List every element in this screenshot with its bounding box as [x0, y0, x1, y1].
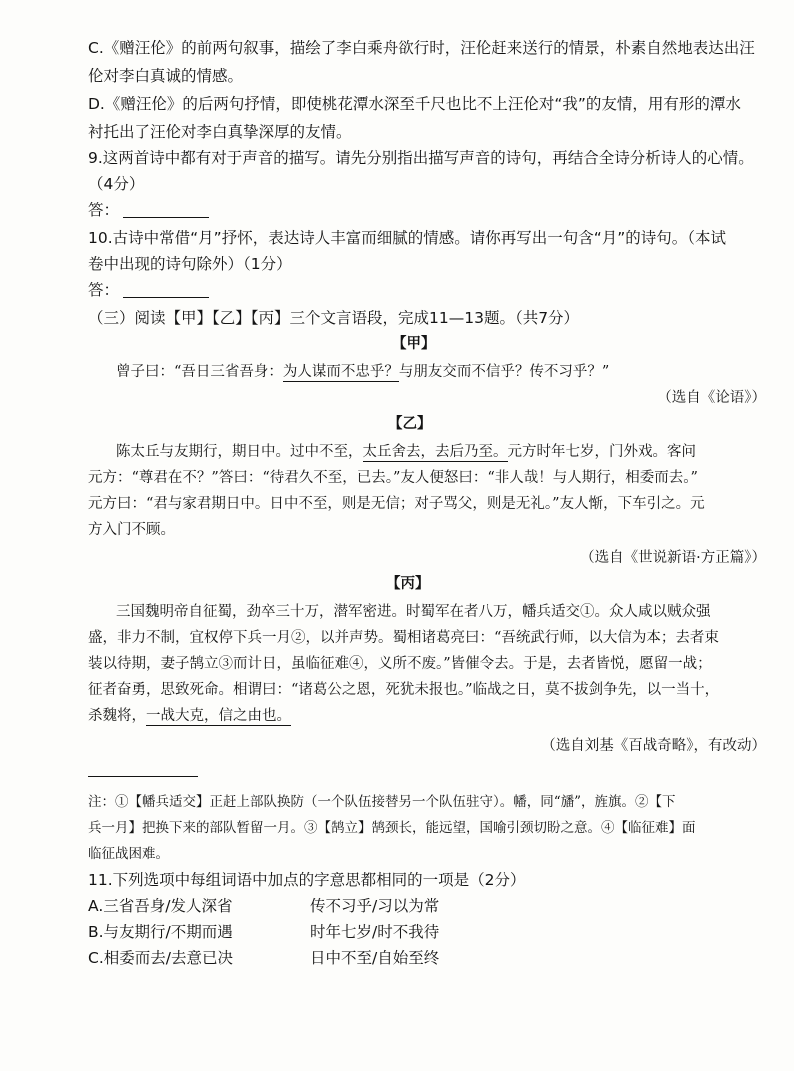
passage-yi-title: 【乙】 — [388, 415, 432, 432]
answer-blank[interactable] — [123, 204, 209, 218]
passage-bing-line-3: 装以待期，妻子鹄立③而计日，虽临征难④，义所不废。”皆催令去。于是，去者皆悦，愿留一战； — [88, 656, 712, 672]
option-c-right: 日中不至/自始至终 — [310, 949, 440, 967]
option-c-left[interactable]: C.相委而去/去意已决 — [88, 949, 233, 967]
answer-label: 答： — [88, 201, 120, 219]
passage-jia-source: （选自《论语》） — [657, 390, 766, 406]
underlined-sentence: 太丘舍去，去后乃至。 — [362, 444, 508, 460]
passage-jia-text: 曾子曰：“吾日三省吾身：为人谋而不忠乎？与朋友交而不信乎？传不习乎？” — [116, 364, 610, 380]
passage-bing-line-4: 征者奋勇，思致死命。相谓曰：“诸葛公之恩，死犹未报也。”临战之日，莫不拔剑争先，以一当十， — [88, 682, 720, 698]
question-10-line-1: 10.古诗中常借“月”抒怀，表达诗人丰富而细腻的情感。请你再写出一句含“月”的诗句。（本试 — [88, 229, 727, 247]
option-d-line-1: D.《赠汪伦》的后两句抒情，即使桃花潭水深至千尺也比不上汪伦对“我”的友情，用有形的潭水 — [88, 95, 741, 113]
footnote-line-1: 注：①【幡兵适交】正赶上部队换防（一个队伍接替另一个队伍驻守）。幡，同“旙”，旌旗。②【下 — [88, 794, 676, 810]
option-b-right: 时年七岁/时不我待 — [310, 923, 440, 941]
footnote-line-2: 兵一月】把换下来的部队暂留一月。③【鹄立】鹄颈长，能远望，国喻引颈切盼之意。④【临征难】面 — [88, 820, 696, 836]
option-a-right: 传不习乎/习以为常 — [310, 897, 440, 915]
passage-yi-line-4: 方入门不顾。 — [88, 522, 175, 538]
footnote-line-3: 临征战困难。 — [88, 846, 169, 862]
option-b-left[interactable]: B.与友期行/不期而遇 — [88, 923, 233, 941]
option-c-line-1: C.《赠汪伦》的前两句叙事，描绘了李白乘舟欲行时，汪伦赶来送行的情景，朴素自然地表达出汪 — [88, 39, 755, 57]
question-9-text: 9.这两首诗中都有对于声音的描写。请先分别指出描写声音的诗句，再结合全诗分析诗人的心情。 — [88, 149, 754, 167]
passage-bing-line-2: 盛，非力不制，宜权停下兵一月②，以并声势。蜀相诸葛亮曰：“吾统武行师，以大信为本；去者束 — [88, 630, 719, 646]
question-10-answer — [88, 278, 209, 300]
passage-jia-title: 【甲】 — [392, 335, 436, 352]
answer-blank[interactable] — [123, 284, 209, 298]
passage-yi-source: （选自《世说新语·方正篇》） — [580, 550, 766, 566]
passage-bing-line-5: 杀魏将，一战大克，信之由也。 — [88, 708, 291, 724]
question-10-line-2: 卷中出现的诗句除外）（1分） — [88, 255, 292, 273]
option-d-line-2: 衬托出了汪伦对李白真挚深厚的友情。 — [88, 123, 352, 141]
passage-yi-line-1: 陈太丘与友期行，期日中。过中不至，太丘舍去，去后乃至。元方时年七岁，门外戏。客问 — [116, 444, 696, 460]
option-c-line-2: 伦对李白真诚的情感。 — [88, 67, 244, 85]
option-a-left[interactable]: A.三省吾身/发人深省 — [88, 897, 233, 915]
question-9-score: （4分） — [88, 175, 145, 193]
section-3-heading: （三）阅读【甲】【乙】【丙】三个文言语段，完成11—13题。（共7分） — [88, 309, 580, 327]
question-9-answer — [88, 198, 209, 220]
underlined-sentence: 一战大克，信之由也。 — [146, 708, 291, 724]
underlined-sentence: 为人谋而不忠乎？ — [282, 364, 399, 380]
passage-yi-line-3: 元方曰：“君与家君期日中。日中不至，则是无信；对子骂父，则是无礼。”友人惭，下车引之。元 — [88, 496, 705, 512]
footnote-divider — [88, 776, 198, 777]
answer-label: 答： — [88, 281, 120, 299]
passage-bing-title: 【丙】 — [386, 575, 430, 592]
passage-bing-line-1: 三国魏明帝自征蜀，劲卒三十万，潜军密进。时蜀军在者八万，幡兵适交①。众人咸以贼众强 — [116, 604, 711, 620]
question-11-stem: 11.下列选项中每组词语中加点的字意思都相同的一项是（2分） — [88, 871, 526, 889]
passage-bing-source: （选自刘基《百战奇略》，有改动） — [541, 738, 766, 754]
passage-yi-line-2: 元方：“尊君在不？”答曰：“待君久不至，已去。”友人便怒曰：“非人哉！与人期行，相委而去。” — [88, 470, 698, 486]
